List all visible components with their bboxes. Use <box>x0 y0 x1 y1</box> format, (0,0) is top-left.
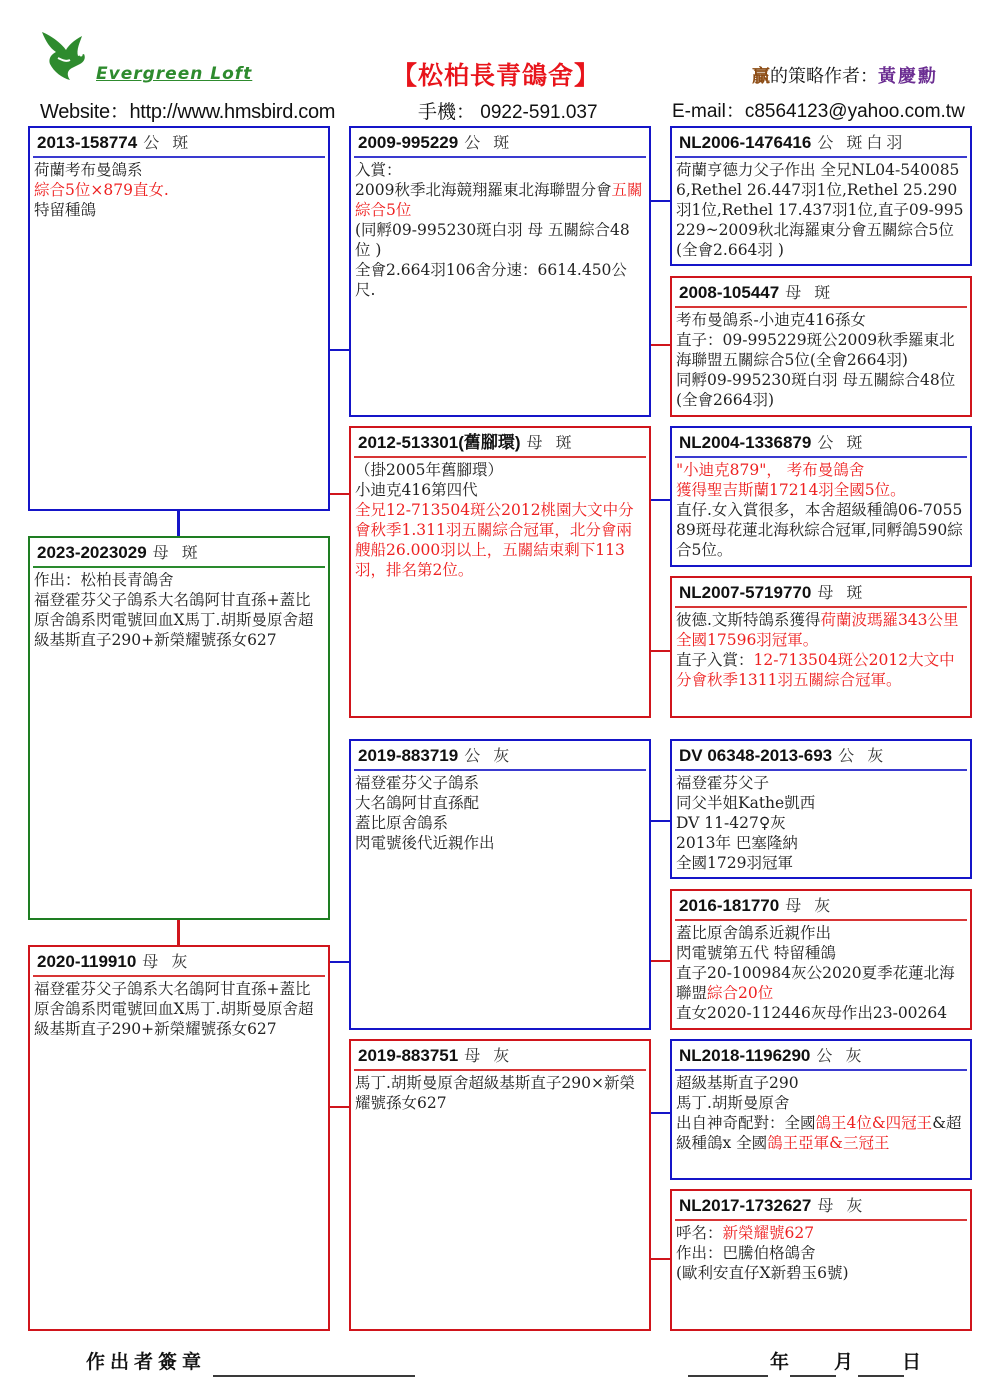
text-line <box>676 943 966 963</box>
text-line <box>34 570 324 590</box>
body-text: 福登霍芬父子鴿系大名鴿阿甘直孫+蓋比原舍鴿系閃電號回血X馬丁.胡斯曼原舍超級基斯直子290+新榮耀號孫女627 <box>34 980 314 1038</box>
highlight-text: 綜合5位×879直女. <box>34 181 169 199</box>
card-body <box>675 458 967 560</box>
connector-g2-2 <box>648 344 670 346</box>
text-line <box>34 590 324 650</box>
author-prefix: 贏 <box>752 66 770 87</box>
body-text: 2013年 巴塞隆納 <box>676 834 798 852</box>
sex-color: 公 斑 <box>143 133 193 152</box>
body-text: 荷蘭考布曼鴿系 <box>34 161 143 179</box>
text-line <box>355 813 645 833</box>
card-body <box>33 158 325 220</box>
body-text: 直子20-100984灰公2020夏季花蓮北海聯盟 <box>676 964 955 1002</box>
body-text: 2009秋季北海競翔羅東北海聯盟分會 <box>355 181 612 199</box>
dam-dam-card <box>349 1039 651 1331</box>
body-text: 直子入賞： <box>676 651 754 669</box>
text-line <box>676 853 966 873</box>
card-header <box>354 128 646 158</box>
card-header <box>675 891 967 921</box>
body-text: 閃電號第五代 特留種鴿 <box>676 944 836 962</box>
ring-number: 2016-181770 <box>679 896 780 915</box>
card-header <box>675 1041 967 1071</box>
sex-color: 公 斑白羽 <box>817 133 907 152</box>
sex-color: 母 灰 <box>817 1196 867 1215</box>
day-line[interactable] <box>858 1375 904 1377</box>
ring-number: NL2018-1196290 <box>679 1046 811 1065</box>
text-line <box>676 330 966 370</box>
highlight-text: 鴿王4位&四冠王 <box>815 1114 933 1132</box>
ring-number: 2008-105447 <box>679 283 780 302</box>
body-text: 福登霍芬父子鴿系大名鴿阿甘直孫+蓋比原舍鴿系閃電號回血X馬丁.胡斯曼原舍超級基斯直子290+新榮耀號孫女627 <box>34 591 314 649</box>
highlight-text: 鴿王亞軍&三冠王 <box>767 1134 890 1152</box>
connector-g2-3 <box>648 499 670 501</box>
great-grandparent-card <box>670 276 972 417</box>
website-text: Website：http://www.hmsbird.com <box>40 101 336 123</box>
highlight-text: 五關綜合5位 <box>355 181 643 219</box>
text-line <box>676 1243 966 1263</box>
text-line <box>355 773 645 793</box>
highlight-text: 新榮耀號627 <box>722 1224 815 1242</box>
ring-number: NL2006-1476416 <box>679 133 812 152</box>
body-text: 大名鴿阿甘直孫配 <box>355 794 480 812</box>
sex-color: 母 灰 <box>142 952 192 971</box>
body-text: 福登霍芬父子鴿系 <box>355 774 480 792</box>
card-body <box>675 1221 967 1283</box>
body-text: 彼德.文斯特鴿系獲得 <box>676 611 821 629</box>
highlight-text: 獲得聖吉斯蘭17214羽全國5位。 <box>676 481 906 499</box>
highlight-text: 荷蘭波瑪羅343公里全國17596羽冠軍。 <box>676 611 959 649</box>
text-line <box>34 979 324 1039</box>
text-line <box>676 160 966 260</box>
text-line <box>355 220 645 260</box>
email-text: E-mail：c8564123@yahoo.com.tw <box>672 101 965 122</box>
card-body <box>675 608 967 690</box>
text-line <box>676 460 966 480</box>
dam-sire-card <box>349 739 651 1030</box>
highlight-text: "小迪克879"， 考布曼鴿舍 <box>676 461 865 479</box>
dove-icon <box>36 28 94 86</box>
text-line <box>676 1113 966 1153</box>
page-title: 【松柏長青鴿舍】 <box>392 61 601 90</box>
body-text: 閃電號後代近親作出 <box>355 834 495 852</box>
card-header <box>33 947 325 977</box>
card-header <box>354 428 646 458</box>
text-line <box>676 610 966 650</box>
card-header <box>33 538 325 568</box>
card-header <box>675 128 967 158</box>
card-body <box>354 1071 646 1113</box>
month-line[interactable] <box>790 1375 836 1377</box>
card-body <box>354 458 646 580</box>
body-text: 同孵09-995230斑白羽 母五關綜合48位(全會2664羽) <box>676 371 956 409</box>
highlight-text: 全兄12-713504斑公2012桃園大文中分會秋季1.311羽五關綜合冠軍，北分會兩艘船26.000羽以上，五關結束剩下113羽，排名第2位。 <box>355 501 634 579</box>
sire-dam-card <box>349 426 651 718</box>
card-body <box>675 771 967 873</box>
ring-number: 2023-2023029 <box>37 543 147 562</box>
sire-card <box>28 126 330 511</box>
body-text: 蓋比原舍鴿系 <box>355 814 449 832</box>
ring-number: 2013-158774 <box>37 133 138 152</box>
ring-number: 2019-883719 <box>358 746 459 765</box>
text-line <box>34 180 324 200</box>
body-text: 呼名： <box>676 1224 723 1242</box>
body-text: 作出：巴騰伯格鴿舍 <box>676 1244 816 1262</box>
highlight-text: 12-713504斑公2012大文中分會秋季1311羽五關綜合冠軍。 <box>676 651 955 689</box>
brand-name: Evergreen Loft <box>96 64 253 84</box>
sex-color: 公 灰 <box>464 746 514 765</box>
card-header <box>354 1041 646 1071</box>
card-header <box>675 1191 967 1221</box>
text-line <box>355 480 645 500</box>
connector-subject-dam <box>177 919 180 946</box>
connector-g2-5 <box>648 820 670 822</box>
card-header <box>675 578 967 608</box>
great-grandparent-card <box>670 426 972 567</box>
sex-color: 公 斑 <box>464 133 514 152</box>
card-body <box>675 158 967 260</box>
great-grandparent-card <box>670 1189 972 1331</box>
great-grandparent-card <box>670 889 972 1030</box>
body-text: 直女2020-112446灰母作出23-00264 <box>676 1004 948 1022</box>
body-text: 全國1729羽冠軍 <box>676 854 793 872</box>
card-body <box>354 771 646 853</box>
text-line <box>676 833 966 853</box>
day-label: 日 <box>902 1351 927 1373</box>
body-text: 馬丁.胡斯曼原舍超級基斯直子290×新榮耀號孫女627 <box>355 1074 636 1112</box>
body-text: （掛2005年舊腳環） <box>355 461 503 479</box>
great-grandparent-card <box>670 739 972 879</box>
text-line <box>676 1003 966 1023</box>
text-line <box>676 793 966 813</box>
sex-color: 公 灰 <box>838 746 888 765</box>
body-text: 同父半姐Kathe凱西 <box>676 794 816 812</box>
text-line <box>34 160 324 180</box>
card-body <box>675 1071 967 1153</box>
great-grandparent-card <box>670 126 972 266</box>
text-line <box>676 963 966 1003</box>
body-text: 荷蘭亨德力父子作出 全兄NL04-5400856,Rethel 26.447羽1位,Rethel 25.290羽1位,Rethel 17.437羽1位,直子09-995229~2009秋北海羅東分會五關綜合5位 (全會2.664羽 ) <box>676 161 964 259</box>
sex-color: 母 灰 <box>464 1046 514 1065</box>
connector-g2-4 <box>648 650 670 652</box>
body-text: 超級基斯直子290 <box>676 1074 799 1092</box>
text-line <box>355 500 645 580</box>
card-body <box>675 921 967 1023</box>
connector-sire-dam-link <box>328 493 350 495</box>
card-header <box>675 278 967 308</box>
text-line <box>355 793 645 813</box>
body-text: DV 11-427♀灰 <box>676 814 786 832</box>
text-line <box>676 480 966 500</box>
connector-g2-7 <box>648 1112 670 1114</box>
text-line <box>676 370 966 410</box>
author-label: 的策略作者： <box>770 66 878 87</box>
text-line <box>34 200 324 220</box>
sex-color: 母 斑 <box>785 283 835 302</box>
text-line <box>355 180 645 220</box>
body-text: (同孵09-995230斑白羽 母 五關綜合48位 ) <box>355 221 630 259</box>
text-line <box>676 813 966 833</box>
text-line <box>676 923 966 943</box>
text-line <box>676 310 966 330</box>
card-body <box>33 977 325 1039</box>
connector-g2-8 <box>648 1258 670 1260</box>
body-text: 入賞： <box>355 161 402 179</box>
text-line <box>355 1073 645 1113</box>
card-header <box>675 741 967 771</box>
card-header <box>675 428 967 458</box>
text-line <box>676 650 966 690</box>
connector-g2-1 <box>648 200 670 202</box>
connector-sire-subject <box>177 510 180 537</box>
great-grandparent-card <box>670 1039 972 1180</box>
sex-color: 公 斑 <box>817 433 867 452</box>
body-text: 全會2.664羽106舍分速：6614.450公尺. <box>355 261 627 299</box>
body-text: &超級種鴿x 全國 <box>676 1114 962 1152</box>
card-header <box>354 741 646 771</box>
dam-card <box>28 945 330 1331</box>
month-label: 月 <box>834 1351 859 1373</box>
body-text: 考布曼鴿系-小迪克416孫女 <box>676 311 866 329</box>
card-body <box>33 568 325 650</box>
body-text: 出自神奇配對：全國 <box>676 1114 816 1132</box>
sex-color: 公 灰 <box>816 1046 866 1065</box>
text-line <box>355 260 645 300</box>
sex-color: 母 斑 <box>526 433 576 452</box>
author-name: 黃慶勳 <box>878 66 938 87</box>
text-line <box>355 833 645 853</box>
text-line <box>355 460 645 480</box>
text-line <box>676 1263 966 1283</box>
body-text: 直仔.女入賞很多，本舍超級種鴿06-705589斑母花蓮北海秋綜合冠軍,同孵鴿590綜合5位。 <box>676 501 963 559</box>
ring-number: DV 06348-2013-693 <box>679 746 833 765</box>
body-text: (歐利安直仔X新碧玉6號) <box>676 1264 849 1282</box>
highlight-text: 綜合20位 <box>707 984 774 1002</box>
author-line <box>752 62 938 88</box>
connector-dam-dam-link <box>328 1106 350 1108</box>
text-line <box>676 1073 966 1093</box>
connector-dam-sire-link <box>328 961 350 963</box>
ring-number: 2012-513301(舊腳環) <box>358 433 521 452</box>
body-text: 作出：松柏長青鴿舍 <box>34 571 174 589</box>
signature-line[interactable] <box>213 1375 415 1377</box>
text-line <box>676 500 966 560</box>
subject-card <box>28 536 330 920</box>
card-body <box>675 308 967 410</box>
card-body <box>354 158 646 300</box>
connector-sire-parents <box>328 349 350 351</box>
ring-number: 2019-883751 <box>358 1046 459 1065</box>
ring-number: NL2017-1732627 <box>679 1196 812 1215</box>
ring-number: NL2007-5719770 <box>679 583 812 602</box>
body-text: 直子：09-995229斑公2009秋季羅東北海聯盟五關綜合5位(全會2664羽) <box>676 331 955 369</box>
body-text: 福登霍芬父子 <box>676 774 770 792</box>
sex-color: 母 灰 <box>785 896 835 915</box>
text-line <box>355 160 645 180</box>
sire-sire-card <box>349 126 651 417</box>
text-line <box>676 1093 966 1113</box>
text-line <box>676 773 966 793</box>
connector-g2-6 <box>648 960 670 962</box>
body-text: 蓋比原舍鴿系近親作出 <box>676 924 832 942</box>
body-text: 特留種鴿 <box>34 201 97 219</box>
phone-text: 手機： 0922-591.037 <box>418 102 598 123</box>
sex-color: 母 斑 <box>152 543 202 562</box>
ring-number: 2009-995229 <box>358 133 459 152</box>
text-line <box>676 1223 966 1243</box>
year-label: 年 <box>770 1351 795 1373</box>
signature-label: 作出者簽章 <box>86 1351 207 1373</box>
sex-color: 母 斑 <box>817 583 867 602</box>
body-text: 小迪克416第四代 <box>355 481 478 499</box>
ring-number: 2020-119910 <box>37 952 137 971</box>
card-header <box>33 128 325 158</box>
body-text: 馬丁.胡斯曼原舍 <box>676 1094 790 1112</box>
ring-number: NL2004-1336879 <box>679 433 812 452</box>
great-grandparent-card <box>670 576 972 718</box>
year-line[interactable] <box>688 1375 768 1377</box>
